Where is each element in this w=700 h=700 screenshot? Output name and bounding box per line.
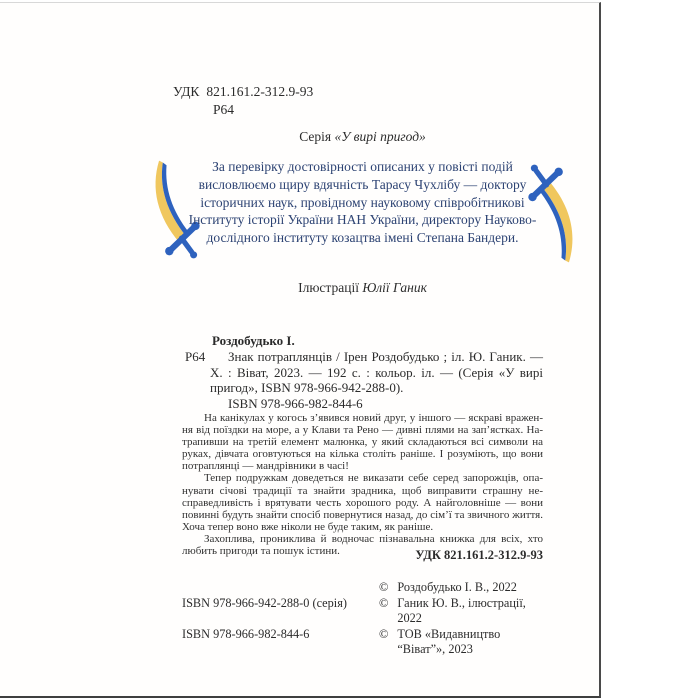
- catalog-body: [185, 349, 543, 396]
- catalog-author-sign: Р64: [185, 348, 206, 364]
- copyright-icon: ©: [379, 595, 389, 610]
- annotation-paragraph: Тепер подружкам доведеться не виказати себе серед запорожців, опанувати січові традиції та знайти зрадника, щоб виправити страшну несправедливість і врятувати честь хорошого роду. А найголовніше — вони повинні будуть знайти спосіб повернутися назад, до сім’ї та звичного життя. Хоча тепер воно вже ніколи не буде таким, як раніше.: [182, 472, 543, 533]
- annotation: [182, 412, 543, 557]
- imprint-row: [182, 580, 550, 596]
- author-sign: Р64: [213, 102, 235, 117]
- copyright-text: Ганик Ю. В., ілюстрації, 2022: [397, 595, 526, 626]
- copyright-icon: ©: [379, 626, 389, 641]
- illustrations-prefix: Ілюстрації: [298, 280, 363, 295]
- series-prefix: Серія: [299, 129, 335, 144]
- isbn-line: [182, 580, 379, 596]
- copyright-line: [379, 596, 550, 627]
- saber-icon-right: [526, 157, 582, 267]
- acknowledgment-note: За перевірку достовірності описаних у повісті подій висловлюємо щиру вдячність Тарасу Чухлібу — доктору історичних наук, провідному науковому співробітникові Інституту історії України НАН України, директору Науково-дослідного інституту козацтва імені Степана Бандери.: [188, 159, 537, 246]
- copyright-line: [379, 580, 550, 596]
- imprint-row: [182, 627, 550, 658]
- catalog-isbn: ISBN 978-966-982-844-6: [228, 396, 363, 412]
- isbn-line: ISBN 978-966-942-288-0 (серія): [182, 595, 347, 610]
- copyright-text: ТОВ «Видавництво “Віват”», 2023: [397, 626, 501, 657]
- series-title: «У вирі пригод»: [334, 129, 426, 144]
- imprint-row: [182, 596, 550, 627]
- udk-bottom: УДК 821.161.2-312.9-93: [415, 548, 543, 562]
- copyright-text: Роздобудько І. В., 2022: [397, 580, 517, 594]
- annotation-paragraph: Захоплива, прониклива й водночас пізнавальна книжка для всіх, хто любить пригоди та пошук істини.: [182, 532, 543, 558]
- book-imprint-page: [0, 2, 601, 698]
- udk-top-line: [173, 83, 313, 101]
- series-line: [182, 129, 543, 145]
- illustrations-credit: [182, 280, 543, 296]
- isbn-line: ISBN 978-966-982-844-6: [182, 626, 310, 641]
- catalog-author: Роздобудько І.: [212, 333, 295, 348]
- imprint-block: [182, 580, 550, 658]
- udk-label: УДК: [173, 84, 200, 99]
- copyright-icon: ©: [379, 580, 389, 594]
- udk-top: [173, 83, 313, 119]
- illustrator-name: Юлії Ганик: [362, 280, 427, 295]
- annotation-paragraph: На канікулах у когось з’явився новий друг, у іншого — яскраві враження від поїздки на море, а у Клави та Рено — дивні плями на зап’ястках. Натрапивши на третій елемент малюнка, у який складаються всі символи на руках, дівчата оговтуються на кілька століть раніше. І розуміють, що вони потраплянці — мандрівники в часі!: [182, 412, 543, 473]
- udk-value: 821.161.2-312.9-93: [206, 84, 314, 99]
- catalog-card: [185, 333, 543, 412]
- copyright-line: [379, 627, 550, 658]
- catalog-description: Знак потраплянців / Ірен Роздобудько ; іл. Ю. Ганик. — Х. : Віват, 2023. — 192 с. : кольор. іл. — (Серія «У вирі пригод», ISBN 978-966-942-288-0).: [210, 348, 543, 396]
